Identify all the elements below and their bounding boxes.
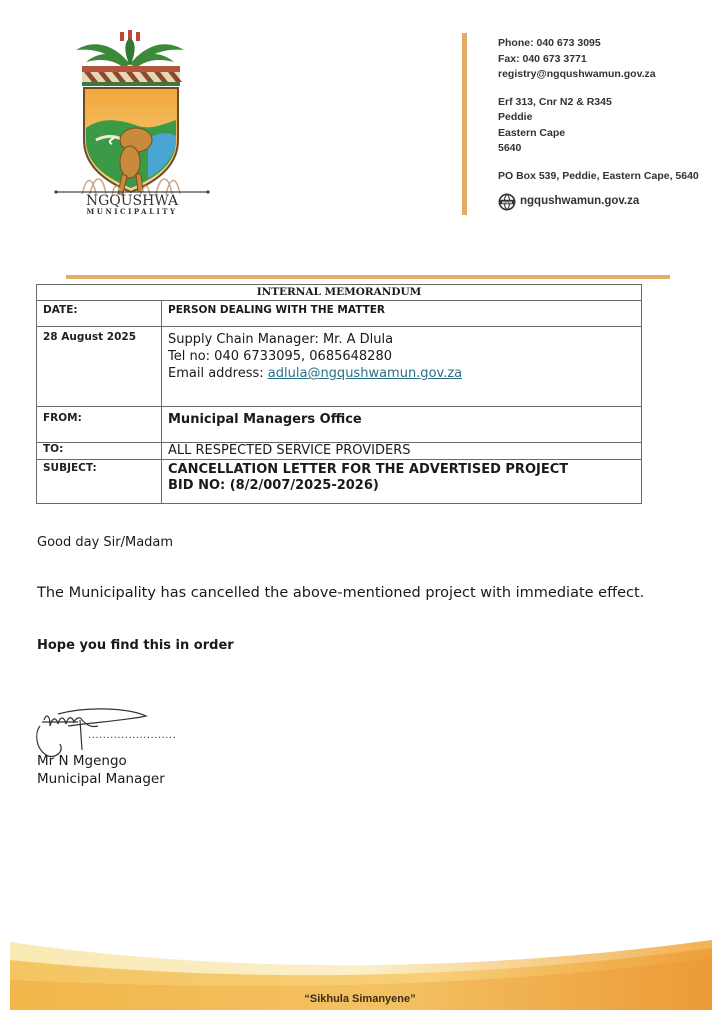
address-line-4: 5640 <box>498 142 522 154</box>
person-details <box>162 327 642 407</box>
svg-text:MUNICIPALITY: MUNICIPALITY <box>86 207 178 216</box>
signatory <box>37 752 165 788</box>
subject-label: SUBJECT: <box>37 460 162 504</box>
municipality-logo <box>52 28 212 216</box>
greeting: Good day Sir/Madam <box>37 535 174 550</box>
coat-of-arms-icon <box>52 28 212 216</box>
from-label: FROM: <box>37 407 162 443</box>
signatory-title: Municipal Manager <box>37 771 165 787</box>
from-value: Municipal Managers Office <box>162 407 642 443</box>
signatory-name: Mr N Mgengo <box>37 753 127 769</box>
svg-text:www: www <box>501 200 513 205</box>
memo-header-row <box>37 301 642 327</box>
to-value: ALL RESPECTED SERVICE PROVIDERS <box>162 443 642 460</box>
memo-title: INTERNAL MEMORANDUM <box>37 285 642 301</box>
address-line-1: Erf 313, Cnr N2 & R345 <box>498 95 612 108</box>
body-paragraph: The Municipality has cancelled the above-mentioned project with immediate effect. <box>37 585 645 601</box>
svg-text:NGQUSHWA: NGQUSHWA <box>85 193 179 209</box>
to-label: TO: <box>37 443 162 460</box>
registry-email[interactable]: registry@ngqushwamun.gov.za <box>498 68 656 80</box>
person-email-link[interactable]: adlula@ngqushwamun.gov.za <box>267 366 463 381</box>
subject-line-1: CANCELLATION LETTER FOR THE ADVERTISED PROJECT <box>168 462 569 477</box>
memo-from-row <box>37 407 642 443</box>
person-role: Supply Chain Manager: Mr. A Dlula <box>168 332 394 347</box>
memo-subject-row <box>37 460 642 504</box>
person-label: PERSON DEALING WITH THE MATTER <box>162 301 642 327</box>
memo-title-row <box>37 285 642 301</box>
website-link[interactable] <box>498 193 699 211</box>
memo-to-row <box>37 443 642 460</box>
phone-number: Phone: 040 673 3095 <box>498 37 601 49</box>
address-line-2: Peddie <box>498 111 533 123</box>
website-url: ngqushwamun.gov.za <box>520 195 640 208</box>
person-email-line <box>168 365 635 382</box>
contact-block <box>498 36 699 211</box>
fax-number: Fax: 040 673 3771 <box>498 52 587 65</box>
po-box: PO Box 539, Peddie, Eastern Cape, 5640 <box>498 169 699 182</box>
address-line-3: Eastern Cape <box>498 126 566 139</box>
email-label: Email address: <box>168 366 268 381</box>
date-label: DATE: <box>37 301 162 327</box>
person-tel: Tel no: 040 6733095, 0685648280 <box>168 349 392 364</box>
municipal-motto: “Sikhula Simanyene” <box>304 993 416 1005</box>
memo-person-row <box>37 327 642 407</box>
subject-bid-number: BID NO: (8/2/007/2025-2026) <box>168 478 379 493</box>
signature-line: ........................ <box>88 730 177 741</box>
subject-value <box>162 460 642 504</box>
header-vertical-rule <box>462 33 467 215</box>
date-value: 28 August 2025 <box>37 327 162 407</box>
globe-www-icon <box>498 193 516 211</box>
closing-line: Hope you find this in order <box>37 638 234 653</box>
header-horizontal-rule <box>66 275 670 279</box>
memo-table <box>36 284 642 504</box>
